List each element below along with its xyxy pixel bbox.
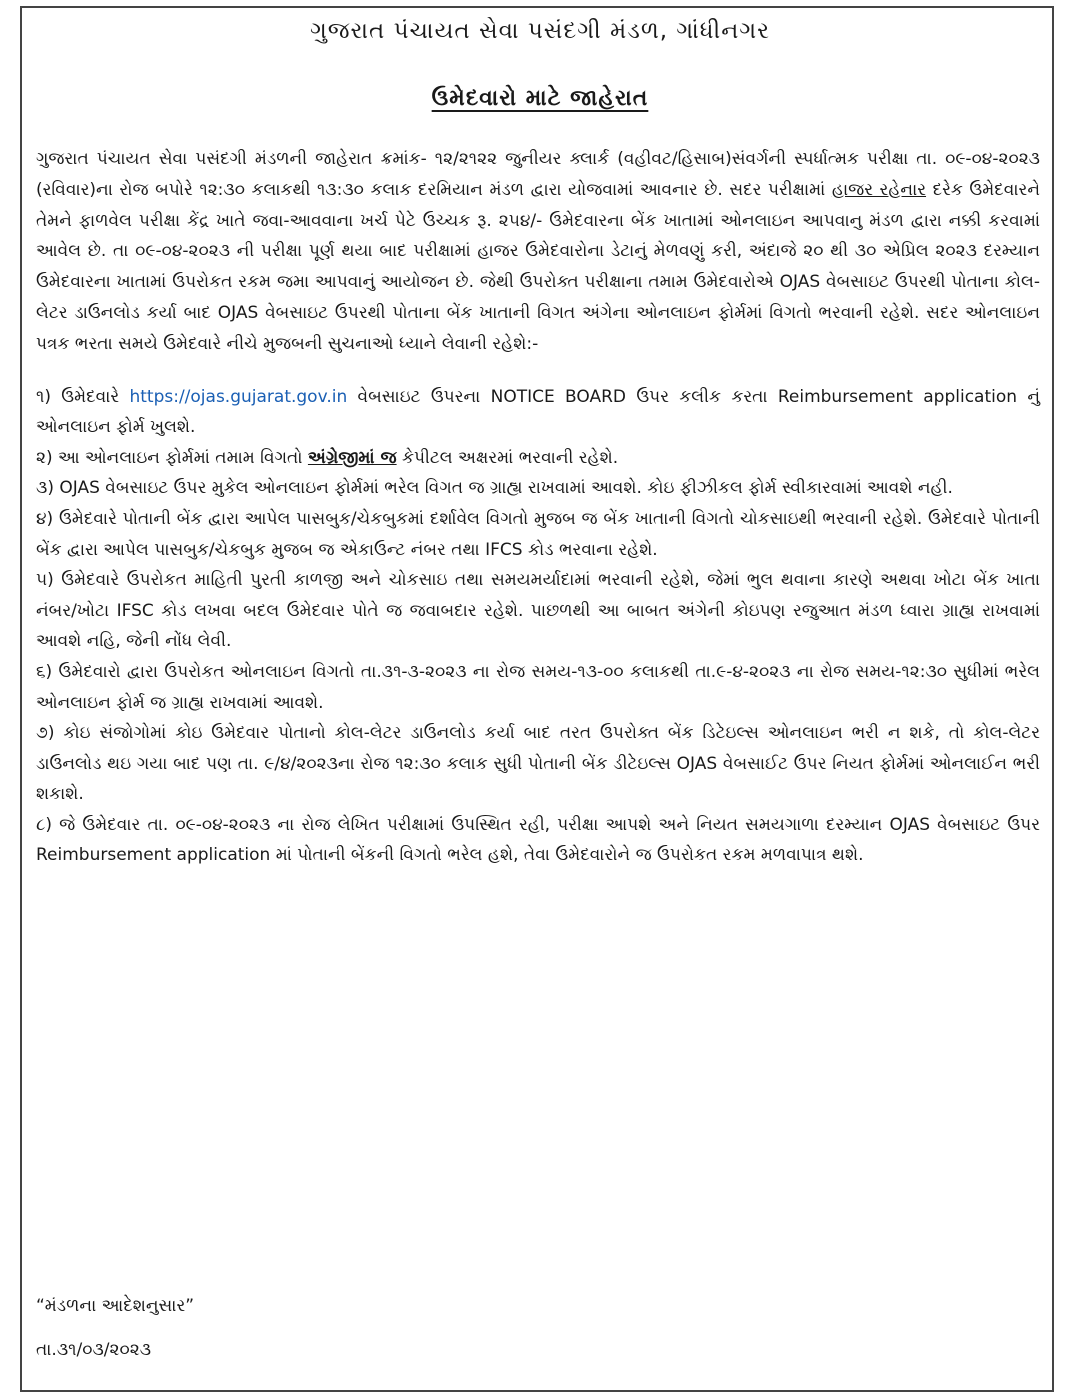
- instruction-item-4: ૪) ઉમેદવારે પોતાની બેંક દ્વારા આપેલ પાસબુક/ચેકબુકમાં દર્શાવેલ વિગતો મુજબ જ બેંક ખાતાની વિગતો ચોકસાઇથી ભરવાની રહેશે. ઉમેદવારે પોતાની બેંક દ્વારા આપેલ પાસબુક/ચેકબુક મુજબ જ એકાઉન્ટ નંબર તથા IFCS કોડ ભરવાના રહેશે.: [36, 508, 1040, 560]
- issue-date: તા.૩૧/૦૩/૨૦૨૩: [36, 1340, 152, 1360]
- instruction-item-3: ૩) OJAS વેબસાઇટ ઉપર મુકેલ ઓનલાઇન ફોર્મમાં ભરેલ વિગત જ ગ્રાહ્ય રાખવામાં આવશે. કોઇ ફીઝીકલ ફોર્મ સ્વીકારવામાં આવશે નહી.: [36, 478, 953, 499]
- notice-heading: [0, 86, 1080, 111]
- item2-text: કેપીટલ અક્ષરમાં ભરવાની રહેશે.: [396, 447, 619, 468]
- item2-emphasis: અંગ્રેજીમાં જ: [307, 447, 397, 468]
- notice-heading-text: ઉમેદવારો માટે જાહેરાત: [431, 86, 649, 111]
- intro-text-part1: ગુજરાત પંચાયત સેવા પસંદગી મંડળની જાહેરાત ક્રમાંક- ૧૨/૨૧૨૨ જુનીયર ક્લાર્ક (વહીવટ/હિસાબ)સંવર્ગની સ્પર્ધાત્મક પરીક્ષા તા. ૦૯-૦૪-૨૦૨૩ (રવિવાર)ના રોજ બપોરે ૧૨:૩૦ કલાકથી ૧૩:૩૦ કલાક દરમિયાન મંડળ દ્વારા યોજવામાં આવનાર છે. સદર પરીક્ષામાં: [36, 149, 1040, 200]
- intro-text-part2: દરેક ઉમેદવારને તેમને ફાળવેલ પરીક્ષા કેંદ્ર ખાતે જવા-આવવાના ખર્ચ પેટે ઉચ્ચક રૂ. ૨૫૪/- ઉમેદવારના બેંક ખાતામાં ઓનલાઇન આપવાનુ મંડળ દ્વારા નક્કી કરવામાં આવેલ છે. તા ૦૯-૦૪-૨૦૨૩ ની પરીક્ષા પૂર્ણ થયા બાદ પરીક્ષામાં હાજર ઉમેદવારોના ડેટાનું મેળવણું કરી, અંદાજે ૨૦ થી ૩૦ એપ્રિલ ૨૦૨૩ દરમ્યાન ઉમેદવારના ખાતામાં ઉપરોકત રકમ જમા આપવાનું આયોજન છે. જેથી ઉપરોક્ત પરીક્ષાના તમામ ઉમેદવારોએ OJAS વેબસાઇટ ઉપરથી પોતાના કોલ-લેટર ડાઉનલોડ કર્યા બાદ OJAS વેબસાઇટ ઉપરથી પોતાના બેંક ખાતાની વિગત અંગેના ઓનલાઇન ફોર્મમાં વિગતો ભરવાની રહેશે. સદર ઓનલાઇન પત્રક ભરતા સમયે ઉમેદવારે નીચે મુજબની સુચનાઓ ધ્યાને લેવાની રહેશે:-: [36, 179, 1040, 354]
- ojas-link[interactable]: https://ojas.gujarat.gov.in: [129, 386, 348, 407]
- item1-text: વેબસાઇટ ઉપરના NOTICE BOARD ઉપર કલીક કરતા Reimbursement application નું ઓનલાઇન ફોર્મ ખુલશે.: [36, 386, 1040, 438]
- instruction-item-5: ૫) ઉમેદવારે ઉપરોકત માહિતી પુરતી કાળજી અને ચોકસાઇ તથા સમયમર્યાદામાં ભરવાની રહેશે, જેમાં ભુલ થવાના કારણે અથવા ખોટા બેંક ખાતા નંબર/ખોટા IFSC કોડ લખવા બદલ ઉમેદવાર પોતે જ જવાબદાર રહેશે. પાછળથી આ બાબત અંગેની કોઇપણ રજુઆત મંડળ ધ્વારા ગ્રાહ્ય રાખવામાં આવશે નહિ, જેની નોંધ લેવી.: [36, 570, 1040, 652]
- intro-underlined-text: હાજર રહેનાર: [831, 179, 927, 200]
- instruction-item-8: ૮) જે ઉમેદવાર તા. ૦૯-૦૪-૨૦૨૩ ના રોજ લેખિત પરીક્ષામાં ઉપસ્થિત રહી, પરીક્ષા આપશે અને નિયત સમયગાળા દરમ્યાન OJAS વેબસાઇટ ઉપર Reimbursement application માં પોતાની બેંકની વિગતો ભરેલ હશે, તેવા ઉમેદવારોને જ ઉપરોકત રકમ મળવાપાત્ર થશે.: [36, 814, 1040, 866]
- item2-prefix: ૨) આ ઓનલાઇન ફોર્મમાં તમામ વિગતો: [36, 447, 308, 468]
- instruction-item-2: [36, 443, 1040, 474]
- intro-paragraph: [36, 144, 1040, 360]
- signature-line: “મંડળના આદેશનુસાર”: [36, 1296, 195, 1316]
- instruction-item-6: ૬) ઉમેદવારો દ્વારા ઉપરોકત ઓનલાઇન વિગતો તા.૩૧-૩-૨૦૨૩ ના રોજ સમય-૧૩-૦૦ કલાકથી તા.૯-૪-૨૦૨૩ ના રોજ સમય-૧૨:૩૦ સુધીમાં ભરેલ ઓનલાઇન ફોર્મ જ ગ્રાહ્ય રાખવામાં આવશે.: [36, 661, 1040, 713]
- spacer: [36, 360, 1040, 382]
- document-title: ગુજરાત પંચાયત સેવા પસંદગી મંડળ, ગાંધીનગર: [309, 18, 771, 44]
- notice-body: [36, 144, 1040, 871]
- instruction-item-7: ૭) કોઇ સંજોગોમાં કોઇ ઉમેદવાર પોતાનો કોલ-લેટર ડાઉનલોડ કર્યા બાદ તરત ઉપરોક્ત બેંક ડિટેઇલ્સ ઓનલાઇન ભરી ન શકે, તો કોલ-લેટર ડાઉનલોડ થઇ ગયા બાદ પણ તા. ૯/૪/૨૦૨૩ના રોજ ૧૨:૩૦ કલાક સુધી પોતાની બેંક ડીટેઇલ્સ OJAS વેબસાઈટ ઉપર નિયત ફોર્મમાં ઓનલાઈન ભરી શકાશે.: [36, 723, 1040, 805]
- instruction-item-1: [36, 382, 1040, 443]
- item1-prefix: ૧) ઉમેદવારે: [36, 386, 130, 407]
